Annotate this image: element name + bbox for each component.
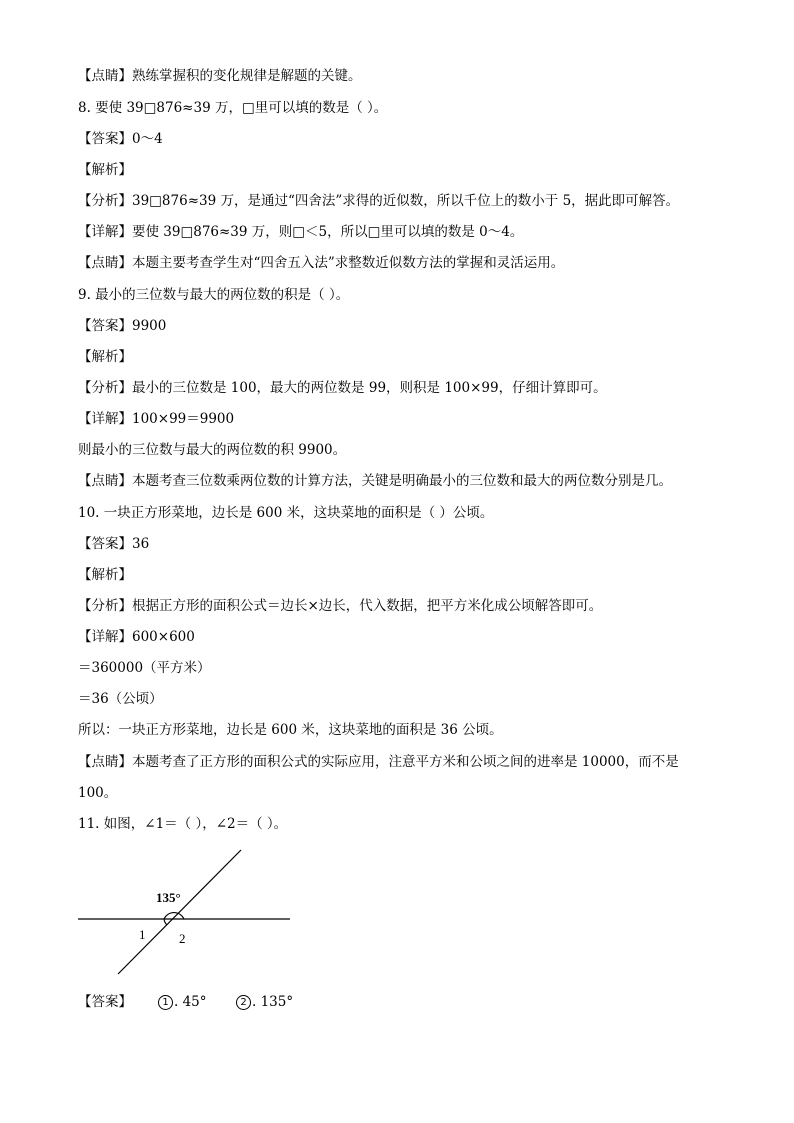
text-line: 【点睛】熟练掌握积的变化规律是解题的关键。 xyxy=(78,68,362,84)
text-line: 则最小的三位数与最大的两位数的积 9900。 xyxy=(78,442,347,458)
angle-figure xyxy=(78,848,298,987)
answer-tag: 【答案】 xyxy=(78,994,132,1010)
circled-number-2: 2 xyxy=(236,995,251,1010)
answer-option-2-value: . 135° xyxy=(252,994,294,1010)
text-line: 【分析】最小的三位数是 100，最大的两位数是 99，则积是 100×99，仔细计算即可。 xyxy=(78,380,607,396)
text-line: ＝360000（平方米） xyxy=(78,660,211,676)
intersecting-lines-diagram xyxy=(78,848,298,983)
answer-option-1-value: . 45° xyxy=(174,994,207,1010)
angle-label-135: 135° xyxy=(156,890,181,905)
circled-number-1: 1 xyxy=(158,995,173,1010)
text-line: 【分析】根据正方形的面积公式＝边长×边长，代入数据，把平方米化成公顷解答即可。 xyxy=(78,598,603,614)
text-line: 【详解】100×99＝9900 xyxy=(78,411,235,427)
angle-label-2: 2 xyxy=(179,931,186,946)
text-line: 【答案】0～4 xyxy=(78,131,163,147)
slanted-line xyxy=(118,850,241,974)
answer-option-1 xyxy=(158,992,207,1012)
text-line: 所以：一块正方形菜地，边长是 600 米，这块菜地的面积是 36 公顷。 xyxy=(78,722,503,738)
answer-11 xyxy=(78,992,294,1012)
text-line: ＝36（公顷） xyxy=(78,691,163,707)
text-line: 100。 xyxy=(78,785,118,801)
text-line: 10. 一块正方形菜地，边长是 600 米，这块菜地的面积是（ ）公顷。 xyxy=(78,505,494,521)
text-line: 【答案】36 xyxy=(78,536,150,552)
text-line: 【解析】 xyxy=(78,349,132,365)
answer-option-2 xyxy=(236,992,293,1012)
text-line: 9. 最小的三位数与最大的两位数的积是（ ）。 xyxy=(78,287,350,303)
text-line: 【详解】要使 39□876≈39 万，则□＜5，所以□里可以填的数是 0～4。 xyxy=(78,224,524,240)
text-line: 11. 如图，∠1＝（ ），∠2＝（ ）。 xyxy=(78,816,288,832)
text-line: 【详解】600×600 xyxy=(78,629,195,645)
angle-label-1: 1 xyxy=(139,927,146,942)
text-line: 【解析】 xyxy=(78,162,132,178)
text-line: 【答案】9900 xyxy=(78,318,167,334)
text-line: 【分析】39□876≈39 万，是通过“四舍法”求得的近似数，所以千位上的数小于 5，据此即可解答。 xyxy=(78,193,680,209)
text-line: 【点睛】本题主要考查学生对“四舍五入法”求整数近似数方法的掌握和灵活运用。 xyxy=(78,255,565,271)
angle-arc-1 xyxy=(164,919,167,925)
text-line: 【点睛】本题考查了正方形的面积公式的实际应用，注意平方米和公顷之间的进率是 10000，而不是 xyxy=(78,754,679,770)
text-line: 【点睛】本题考查三位数乘两位数的计算方法，关键是明确最小的三位数和最大的两位数分别是几。 xyxy=(78,473,672,489)
text-line: 8. 要使 39□876≈39 万，□里可以填的数是（ ）。 xyxy=(78,100,388,116)
text-line: 【解析】 xyxy=(78,567,132,583)
